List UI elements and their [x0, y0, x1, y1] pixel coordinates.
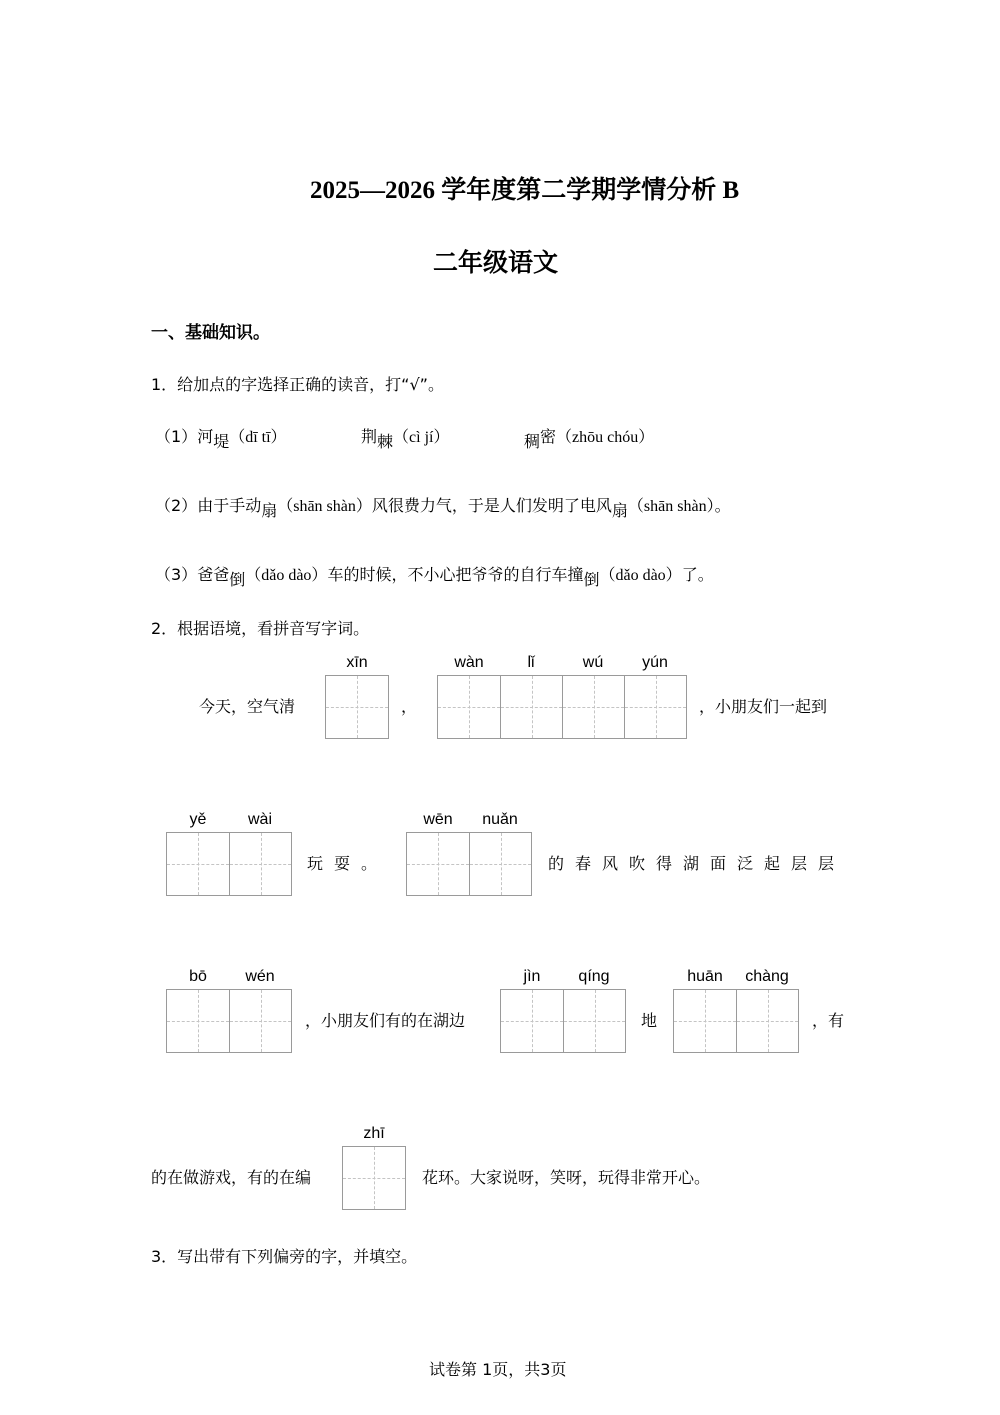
- writing-grid-xin[interactable]: [325, 675, 389, 739]
- writing-cell[interactable]: [407, 833, 469, 895]
- pinyin-options: （shān shàn）: [627, 498, 715, 515]
- writing-grid-wennuan[interactable]: [406, 832, 532, 896]
- item-number: （2）: [155, 496, 198, 515]
- pinyin-label: nuǎn: [482, 811, 518, 828]
- sentence-text: 地: [641, 1011, 658, 1030]
- pinyin-label: chàng: [745, 968, 789, 985]
- dotted-char: 扇: [261, 501, 278, 520]
- dotted-char: 倒: [583, 570, 600, 589]
- writing-cell[interactable]: [501, 990, 563, 1052]
- word-char: 河: [197, 427, 214, 446]
- page-footer: 试卷第 1页，共3页: [429, 1360, 567, 1379]
- writing-cell[interactable]: [562, 676, 624, 738]
- writing-cell[interactable]: [167, 833, 229, 895]
- writing-cell[interactable]: [438, 676, 500, 738]
- writing-grid-huanchang[interactable]: [673, 989, 799, 1053]
- item-number: （3）: [155, 565, 198, 584]
- sentence-text: ，小朋友们有的在湖边: [305, 1011, 466, 1030]
- writing-grid-jinqing[interactable]: [500, 989, 626, 1053]
- sentence-text: 。: [714, 496, 731, 515]
- writing-cell[interactable]: [229, 833, 291, 895]
- writing-cell[interactable]: [469, 833, 531, 895]
- pinyin-options: （shān shàn）: [277, 498, 372, 515]
- exam-subtitle: 二年级语文: [433, 248, 559, 277]
- pinyin-label: huān: [687, 968, 723, 985]
- pinyin-label: wú: [582, 654, 604, 671]
- exam-title: 2025—2026 学年度第二学期学情分析 B: [310, 177, 740, 204]
- pinyin-label: wài: [247, 811, 272, 828]
- dotted-char: 堤: [213, 432, 230, 451]
- question-2-prompt: 2．根据语境，看拼音写字词。: [151, 619, 370, 638]
- pinyin-label: xīn: [346, 654, 368, 671]
- pinyin-label: wén: [245, 968, 275, 985]
- pinyin-options: （dǎo dào）: [245, 567, 328, 584]
- sentence-text: 了。: [681, 565, 714, 584]
- writing-grid-bowen[interactable]: [166, 989, 292, 1053]
- word-char: 荆: [361, 427, 378, 446]
- sentence-text: ，有: [812, 1011, 845, 1030]
- writing-cell[interactable]: [674, 990, 736, 1052]
- sentence-text: 风很费力气，于是人们发明了电风: [371, 496, 612, 515]
- writing-grid-wanliwuyun[interactable]: [437, 675, 687, 739]
- writing-cell[interactable]: [563, 990, 625, 1052]
- sentence-text: 的在做游戏，有的在编: [151, 1168, 312, 1187]
- sentence-text: 车的时候，不小心把爷爷的自行车撞: [327, 565, 584, 584]
- pinyin-label: lǐ: [527, 654, 535, 671]
- pinyin-options: （dǎo dào）: [599, 567, 682, 584]
- dotted-char: 倒: [229, 570, 246, 589]
- writing-cell[interactable]: [343, 1147, 405, 1209]
- writing-cell[interactable]: [736, 990, 798, 1052]
- question-1-word-3: [524, 424, 655, 451]
- pinyin-label: yě: [189, 811, 207, 828]
- sentence-text: 玩耍。: [307, 854, 389, 873]
- pinyin-label: zhī: [363, 1125, 385, 1142]
- dotted-char: 扇: [611, 501, 628, 520]
- pinyin-label: jìn: [523, 968, 541, 985]
- pinyin-options: （dī tī）: [229, 429, 287, 446]
- pinyin-label: wēn: [423, 811, 453, 828]
- sentence-text: ，: [401, 697, 418, 716]
- item-number: （1）: [155, 427, 198, 446]
- dotted-char: 稠: [524, 432, 541, 451]
- sentence-text: 花环。大家说呀，笑呀，玩得非常开心。: [422, 1168, 711, 1187]
- sentence-text: 今天，空气清: [199, 697, 296, 716]
- dotted-char: 棘: [377, 432, 394, 451]
- pinyin-label: yún: [642, 654, 668, 671]
- question-1-prompt: 1．给加点的字选择正确的读音，打“√”。: [151, 375, 444, 394]
- writing-grid-yewai[interactable]: [166, 832, 292, 896]
- sentence-text: 的春风吹得湖面泛起层层: [548, 854, 846, 873]
- question-1-line-1: [155, 424, 287, 451]
- writing-cell[interactable]: [326, 676, 388, 738]
- writing-cell[interactable]: [500, 676, 562, 738]
- writing-grid-zhi[interactable]: [342, 1146, 406, 1210]
- word-char: 密: [540, 427, 557, 446]
- pinyin-label: wàn: [454, 654, 484, 671]
- section-heading: 一、基础知识。: [151, 323, 270, 343]
- pinyin-options: （zhōu chóu）: [556, 429, 655, 446]
- question-1-line-3: [155, 562, 714, 589]
- pinyin-options: （cì jí）: [393, 429, 450, 446]
- writing-cell[interactable]: [624, 676, 686, 738]
- sentence-text: ，小朋友们一起到: [699, 697, 828, 716]
- pinyin-label: bō: [189, 968, 207, 985]
- question-1-line-2: [155, 493, 731, 520]
- writing-cell[interactable]: [229, 990, 291, 1052]
- question-1-word-2: [361, 424, 450, 451]
- question-3-prompt: 3．写出带有下列偏旁的字，并填空。: [151, 1247, 418, 1266]
- sentence-text: 由于手动: [197, 496, 262, 515]
- pinyin-label: qíng: [578, 968, 610, 985]
- writing-cell[interactable]: [167, 990, 229, 1052]
- sentence-text: 爸爸: [197, 565, 230, 584]
